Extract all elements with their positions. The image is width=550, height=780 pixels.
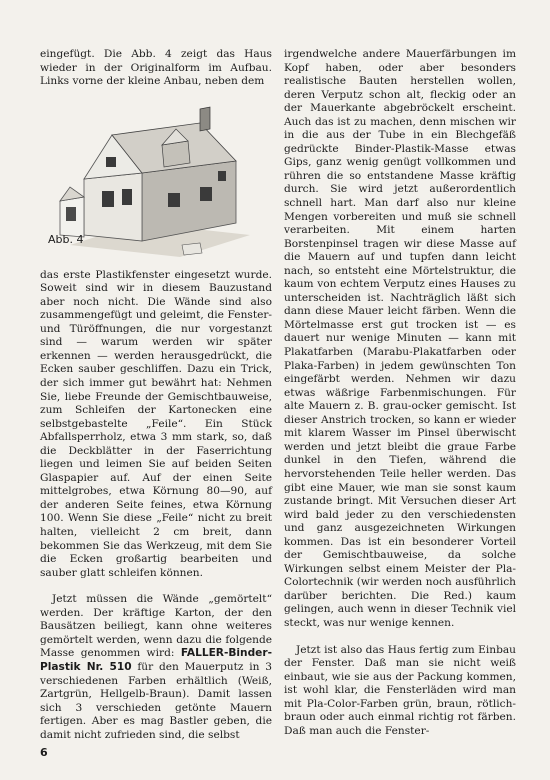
paragraph-mortar [40, 593, 272, 742]
figure-house-model [40, 95, 272, 263]
right-column [284, 48, 516, 738]
page-number: 6 [40, 746, 48, 759]
product-name: FALLER-Binder-Plastik Nr. 510 [40, 647, 272, 673]
paragraph-mortar-end: für den Mauerputz in 3 verschiedenen Farben erhältlich (Weiß, Zartgrün, Hellgelb-Braun). Damit lassen sich 3 verschieden getönte Mauern fertigen. Aber es mag Bastler geben, die damit nicht zufrieden sind, die selbst [40, 660, 273, 741]
paragraph-intro: eingefügt. Die Abb. 4 zeigt das Haus wieder in der Originalform im Aufbau. Links vorne der kleine Anbau, neben dem [40, 48, 272, 88]
left-column [40, 48, 272, 742]
paragraph-windows: Jetzt ist also das Haus fertig zum Einbau der Fenster. Daß man sie nicht weiß einbaut, wie sie aus der Packung kommen, ist wohl klar, die Fensterläden wird man mit Pla-Color-Farben grün, braun, rötlich-braun oder auch einmal richtig rot färben. Daß man auch die Fenster- [284, 643, 516, 737]
figure-caption: Abb. 4 [48, 232, 84, 246]
paragraph-mortar-start: Jetzt müssen die Wände „gemörtelt“ werden. Der kräftige Karton, der den Bausätzen beiliegt, kann ohne weiteres gemörtelt werden, wenn dazu die folgende Masse genommen wird: [40, 593, 272, 660]
paragraph-construction: das erste Plastikfenster eingesetzt wurde. Soweit sind wir in diesem Bauzustand aber noch nicht. Die Wände sind also zusammengefügt und geleimt, die Fenster- und Türöffnungen, die nur vorgestanzt sind — warum werden wir später erkennen — werden herausgedrückt, die Ecken sauber geschliffen. Dazu ein Trick, der sich immer gut bewährt hat: Nehmen Sie, liebe Freunde der Gemischtbauweise, zum Schleifen der Kartonecken eine selbstgebastelte „Feile“. Ein Stück Abfallsperrholz, etwa 3 mm stark, so, daß die Deckblätter in der Faserrichtung liegen und leimen Sie auf beiden Seiten Glaspapier auf. Auf der einen Seite mittelgrobes, etwa Körnung 80—90, auf der anderen Seite feines, etwa Körnung 100. Wenn Sie diese „Feile“ nicht zu breit halten, vielleicht 2 cm breit, dann bekommen Sie das Werkzeug, mit dem Sie die Ecken großartig bearbeiten und sauber glatt schleifen können. [40, 268, 272, 579]
paragraph-coloring: irgendwelche andere Mauerfärbungen im Kopf haben, oder aber besonders realistische Bauten herstellen wollen, deren Verputz schon alt, fleckig oder an der Mauerkante abgebröckelt erscheint. Auch das ist zu machen, denn mischen wir in die aus der Tube in ein Blechgefäß gedrückte Binder-Plastik-Masse etwas Gips, ganz wenig genügt vollkommen und rühren die so entstandene Masse kräftig durch. Sie wird jetzt außerordentlich schnell hart. Man darf also nur kleine Mengen vorbereiten und muß sie schnell verarbeiten. Mit einem harten Borstenpinsel tragen wir diese Masse auf die Mauern auf und tupfen dann leicht nach, so entsteht eine Mörtelstruktur, die kaum von echtem Verputz eines Hauses zu unterscheiden ist. Nachträglich läßt sich dann diese Mauer leicht färben. Wenn die Mörtelmasse erst gut trocken ist — es dauert nur wenige Minuten — kann mit Plakatfarben (Marabu-Plakatfarben oder Plaka-Farben) in jedem gewünschten Ton eingefärbt werden. Nehmen wir dazu etwas wäßrige Farbenmischungen. Für alte Mauern z. B. grau-ocker gemischt. Ist dieser Anstrich trocken, so kann er wieder mit klarem Wasser im Pinsel überwischt werden und jetzt bleibt die graue Farbe dunkel in den Tiefen, während die hervorstehenden Teile heller werden. Das gibt eine Mauer, wie man sie sonst kaum zustande bringt. Mit Versuchen dieser Art wird bald jeder zu den verschiedensten und ganz ausgezeichneten Wirkungen kommen. Das ist ein besonderer Vorteil der Gemischtbauweise, da solche Wirkungen selbst einem Meister der Pla-Colortechnik (wir werden noch ausführlich darüber berichten. Die Red.) kaum gelingen, auch wenn in dieser Technik viel steckt, was nur wenige kennen. [284, 48, 516, 629]
